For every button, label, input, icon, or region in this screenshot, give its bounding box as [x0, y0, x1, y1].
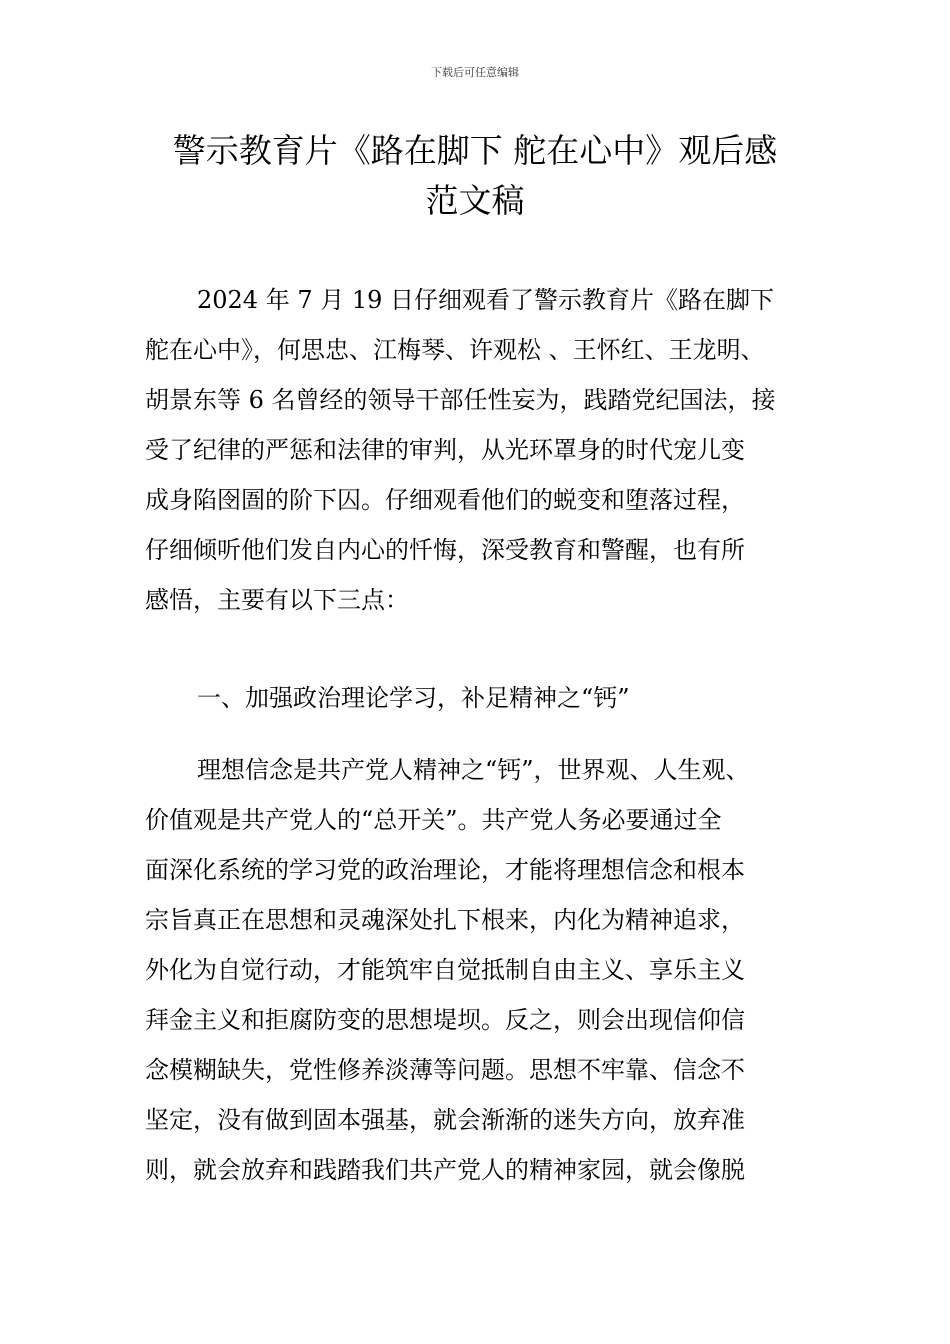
paragraph-line: 理想信念是共产党人精神之“钙”，世界观、人生观、 [197, 756, 750, 784]
paragraph-line: 宗旨真正在思想和灵魂深处扎下根来，内化为精神追求， [145, 906, 745, 934]
title-line: 范文稿 [425, 181, 525, 220]
paragraph-line: 价值观是共产党人的“总开关”。共产党人务必要通过全 [145, 806, 722, 834]
paragraph-line: 面深化系统的学习党的政治理论，才能将理想信念和根本 [145, 856, 745, 884]
paragraph-line: 舵在心中》，何思忠、江梅琴、许观松 、王怀红、王龙明、 [145, 336, 765, 364]
paragraph-line: 坚定，没有做到固本强基，就会渐渐的迷失方向，放弃准 [145, 1106, 745, 1134]
header-note: 下载后可任意编辑 [431, 66, 519, 79]
paragraph-line: 受了纪律的严惩和法律的审判，从光环罩身的时代宠儿变 [145, 436, 745, 464]
paragraph-line: 则，就会放弃和践踏我们共产党人的精神家园，就会像脱 [145, 1156, 745, 1184]
paragraph-line: 拜金主义和拒腐防变的思想堤坝。反之，则会出现信仰信 [145, 1006, 745, 1034]
paragraph-line: 成身陷囹圄的阶下囚。仔细观看他们的蜕变和堕落过程， [145, 486, 745, 514]
title-line: 警示教育片《路在脚下 舵在心中》观后感 [172, 131, 778, 170]
paragraph-intro [145, 275, 835, 625]
document-title [100, 126, 850, 226]
paragraph-line: 胡景东等 6 名曾经的领导干部任性妄为，践踏党纪国法，接 [145, 386, 776, 414]
paragraph-line: 2024 年 7 月 19 日仔细观看了警示教育片《路在脚下 [197, 286, 775, 314]
paragraph-ideals [145, 745, 835, 1195]
section-heading-text: 一、加强政治理论学习，补足精神之“钙” [197, 684, 630, 712]
paragraph-line: 外化为自觉行动，才能筑牢自觉抵制自由主义、享乐主义 [145, 956, 745, 984]
paragraph-line: 仔细倾听他们发自内心的忏悔，深受教育和警醒，也有所 [145, 536, 745, 564]
paragraph-line: 感悟，主要有以下三点： [145, 586, 409, 614]
section-heading [145, 673, 835, 723]
paragraph-line: 念模糊缺失，党性修养淡薄等问题。思想不牢靠、信念不 [145, 1056, 745, 1084]
